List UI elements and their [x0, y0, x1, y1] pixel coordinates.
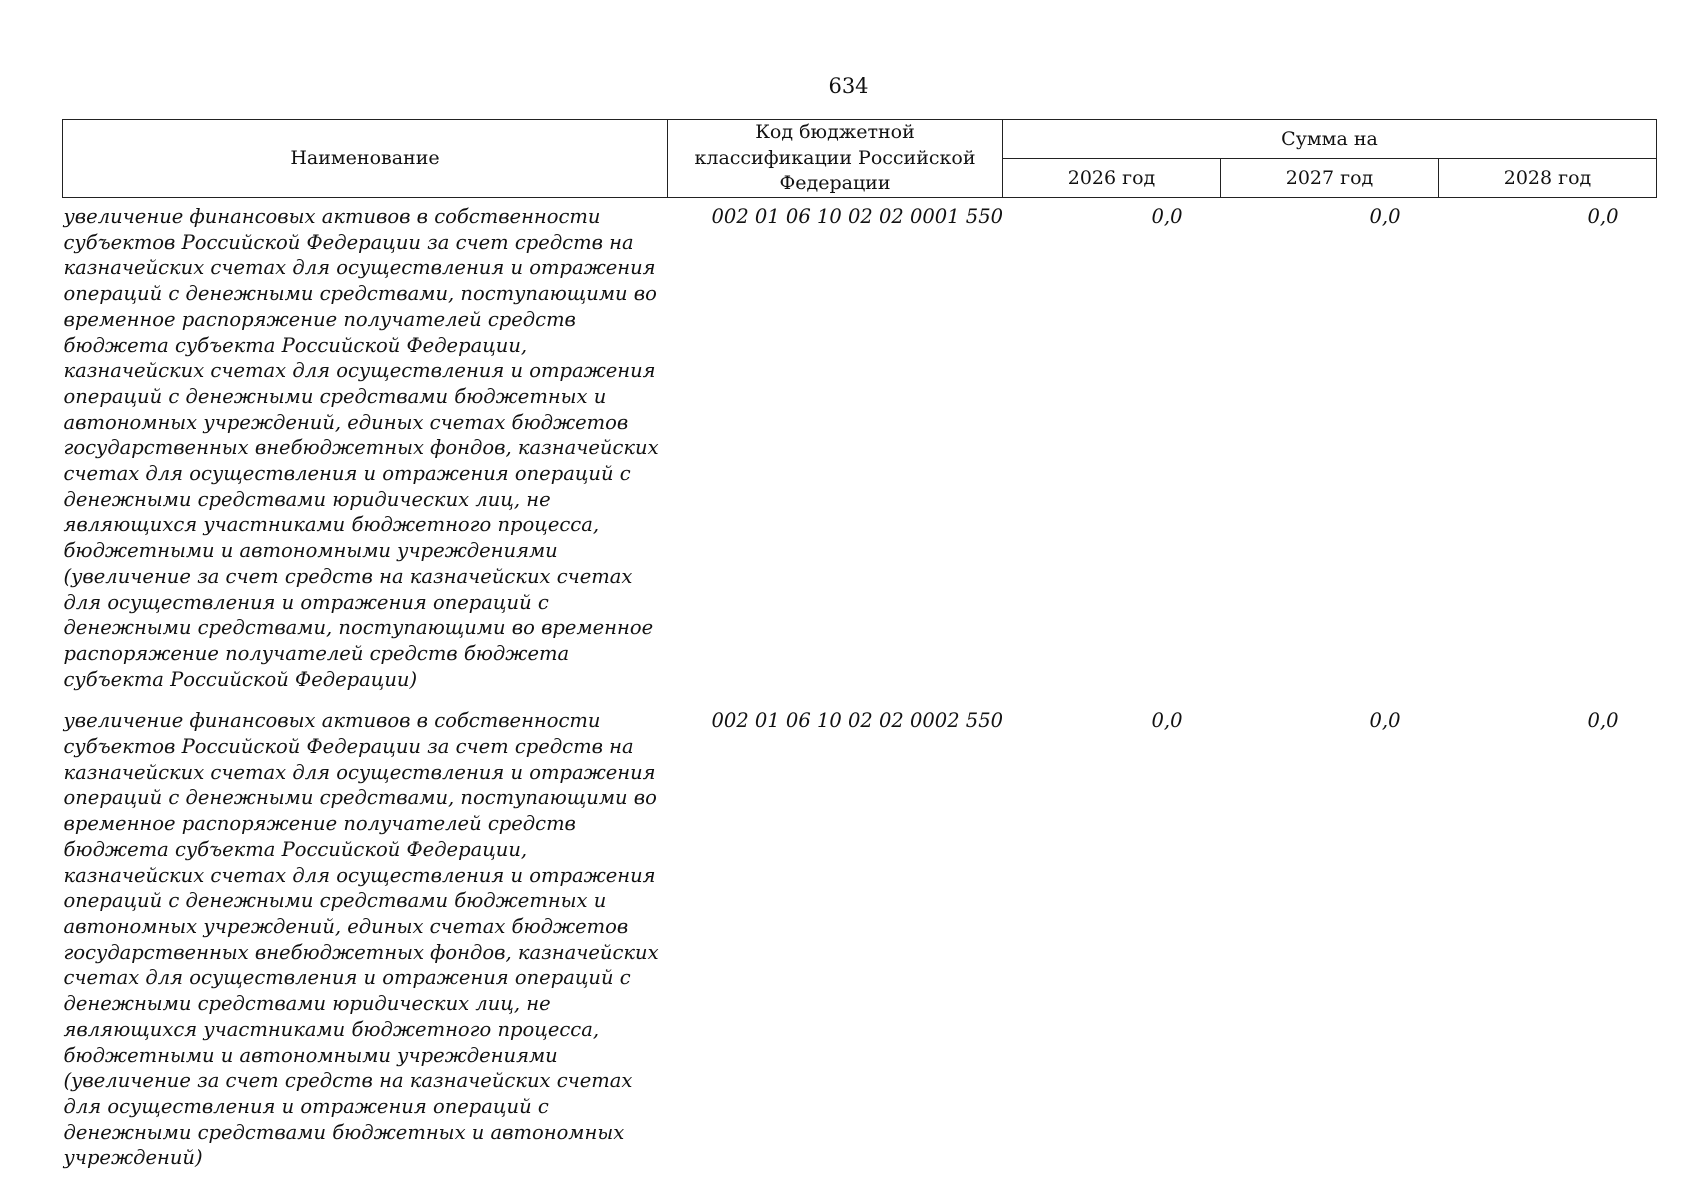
- row-value-2028: 0,0: [1587, 709, 1619, 733]
- header-sum-group: Сумма на: [1003, 120, 1657, 159]
- page-number: 634: [828, 74, 869, 98]
- header-name: Наименование: [63, 120, 668, 198]
- row-name: увеличение финансовых активов в собственности субъектов Российской Федерации за счет средств на казначейских счетах для осуществления и отражения операций с денежными средствами, поступающими во временное распоряжение получателей средств бюджета субъекта Российской Федерации, казначейских счетах для осуществления и отражения операций с денежными средствами бюджетных и автономных учреждений, единых счетах бюджетов государственных внебюджетных фондов, казначейских счетах для осуществления и отражения операций с денежными средствами юридических лиц, не являющихся участниками бюджетного процесса, бюджетными и автономными учреждениями (увеличение за счет средств на казначейских счетах для осуществления и отражения операций с денежными средствами бюджетных и автономных учреждений): [63, 709, 659, 1170]
- row-value-2027: 0,0: [1369, 709, 1401, 733]
- header-year-2027: 2027 год: [1221, 159, 1439, 198]
- header-code: Код бюджетной классификации Российской Федерации: [668, 120, 1003, 198]
- header-year-2026: 2026 год: [1003, 159, 1221, 198]
- table-row: [63, 198, 1657, 703]
- row-name: увеличение финансовых активов в собственности субъектов Российской Федерации за счет средств на казначейских счетах для осуществления и отражения операций с денежными средствами, поступающими во временное распоряжение получателей средств бюджета субъекта Российской Федерации, казначейских счетах для осуществления и отражения операций с денежными средствами бюджетных и автономных учреждений, единых счетах бюджетов государственных внебюджетных фондов, казначейских счетах для осуществления и отражения операций с денежными средствами юридических лиц, не являющихся участниками бюджетного процесса, бюджетными и автономными учреждениями (увеличение за счет средств на казначейских счетах для осуществления и отражения операций с денежными средствами, поступающими во временное распоряжение получателей средств бюджета субъекта Российской Федерации): [63, 205, 659, 691]
- row-value-2026: 0,0: [1151, 205, 1183, 228]
- row-value-2026: 0,0: [1151, 709, 1183, 733]
- table-header: [63, 120, 1657, 198]
- row-code: 002 01 06 10 02 02 0001 550: [711, 205, 1004, 228]
- row-value-2027: 0,0: [1369, 205, 1401, 228]
- budget-table: [62, 119, 1657, 1181]
- row-code: 002 01 06 10 02 02 0002 550: [711, 709, 1004, 733]
- table-row: [63, 702, 1657, 1181]
- table-body: [63, 198, 1657, 1182]
- row-value-2028: 0,0: [1587, 205, 1619, 228]
- header-year-2028: 2028 год: [1439, 159, 1657, 198]
